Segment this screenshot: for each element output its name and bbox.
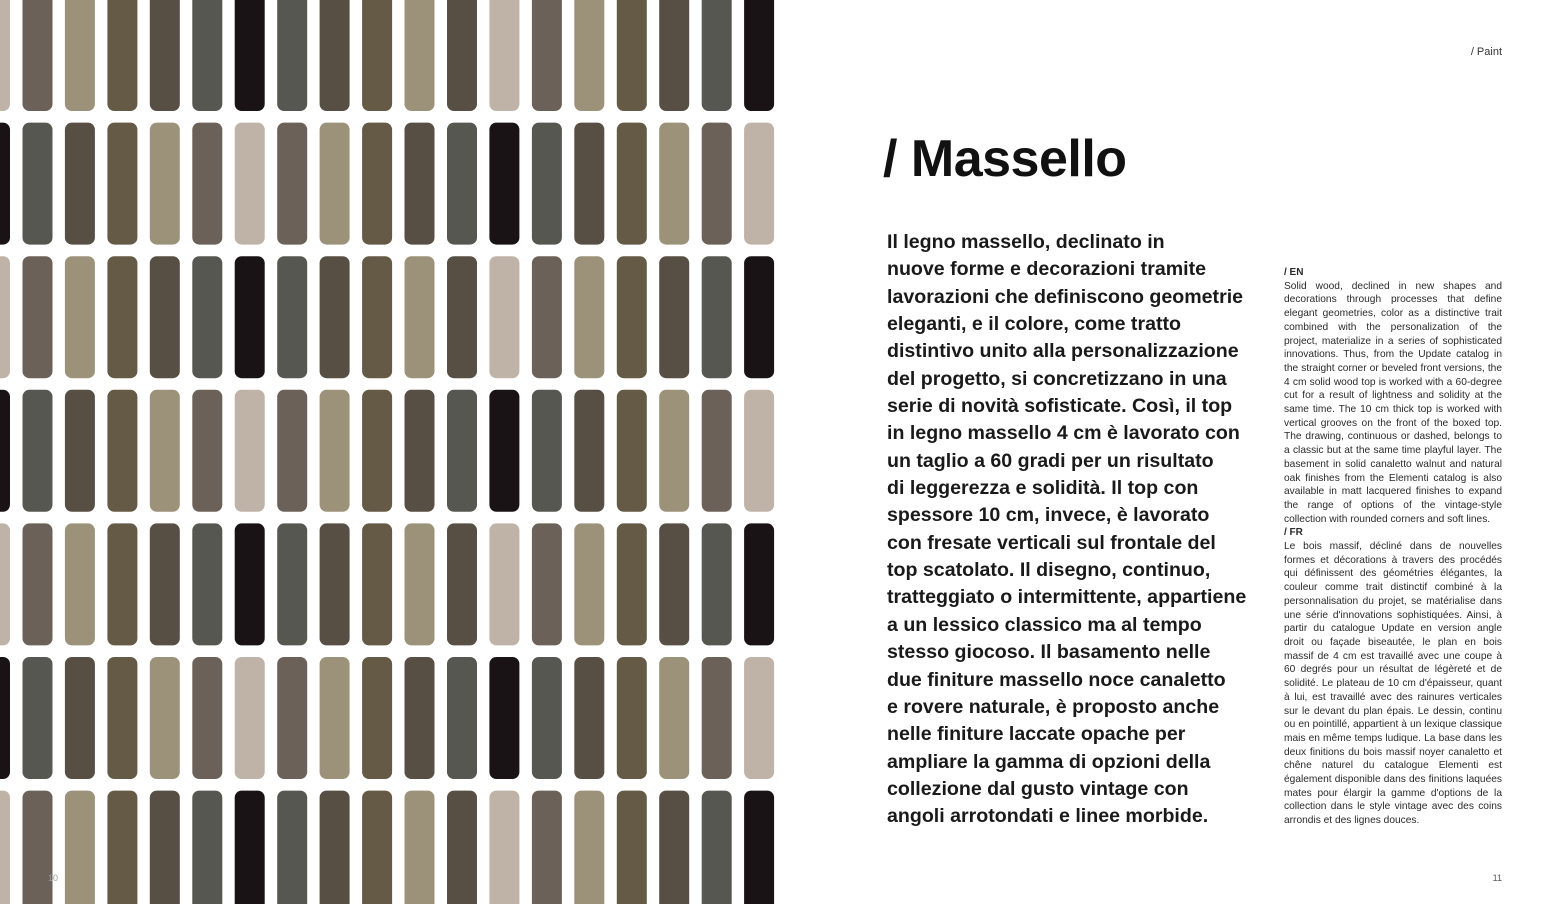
color-swatch-pill: [744, 0, 774, 111]
lead-line: con fresate verticali sul frontale del: [887, 531, 1216, 554]
color-swatch-pill: [320, 390, 350, 512]
color-swatch-pill: [744, 123, 774, 245]
color-swatch-pill: [617, 123, 647, 245]
color-swatch-pill: [532, 0, 562, 111]
fr-label: / FR: [1284, 527, 1303, 539]
lead-line: in legno massello 4 cm è lavorato con: [887, 422, 1240, 445]
lead-line: del progetto, si concretizzano in una: [887, 367, 1227, 390]
color-swatch-pill: [702, 123, 732, 245]
color-swatch-pill: [192, 523, 222, 645]
color-swatch-pill: [447, 256, 477, 378]
color-swatch-pill: [362, 123, 392, 245]
color-swatch-pill: [489, 123, 519, 245]
color-swatch-pill: [447, 657, 477, 779]
color-swatch-pill: [405, 0, 435, 111]
color-swatch-pill: [447, 390, 477, 512]
color-swatch-pill: [659, 123, 689, 245]
color-swatch-pill: [277, 123, 307, 245]
color-swatch-pill: [659, 0, 689, 111]
color-swatch-pill: [447, 523, 477, 645]
color-swatch-pill: [702, 791, 732, 904]
color-swatch-pill: [235, 0, 265, 111]
color-swatch-pill: [0, 123, 10, 245]
color-swatch-pill: [0, 657, 10, 779]
color-swatch-pill: [150, 791, 180, 904]
color-swatch-pill: [405, 791, 435, 904]
color-swatch-pill: [192, 657, 222, 779]
color-swatch-pill: [65, 123, 95, 245]
color-swatch-pill: [23, 123, 53, 245]
lead-line: stesso giocoso. Il basamento nelle: [887, 641, 1211, 664]
right-page: [775, 0, 1550, 904]
color-swatch-pill: [107, 523, 137, 645]
color-swatch-pill: [659, 657, 689, 779]
color-swatch-pill: [447, 0, 477, 111]
color-swatch-pill: [320, 523, 350, 645]
color-swatch-pill: [744, 523, 774, 645]
color-swatch-pill: [107, 657, 137, 779]
translation-column: [1284, 266, 1502, 828]
color-swatch-pill: [362, 523, 392, 645]
color-swatch-pill: [405, 123, 435, 245]
color-swatch-pill: [744, 791, 774, 904]
color-swatch-pill: [277, 657, 307, 779]
color-swatch-pill: [65, 791, 95, 904]
color-swatch-pill: [702, 657, 732, 779]
color-swatch-pill: [277, 791, 307, 904]
lead-line: Il legno massello, declinato in: [887, 231, 1165, 253]
color-swatch-pill: [744, 256, 774, 378]
color-swatch-pill: [235, 523, 265, 645]
color-swatch-pill: [574, 657, 604, 779]
page-title: / Massello: [883, 130, 1127, 188]
color-swatch-pill: [150, 523, 180, 645]
color-swatch-pill: [23, 657, 53, 779]
color-swatch-pill: [65, 0, 95, 111]
color-swatch-pill: [405, 523, 435, 645]
color-swatch-pill: [0, 0, 10, 111]
color-swatch-pill: [659, 791, 689, 904]
color-swatch-pill: [405, 256, 435, 378]
color-swatch-pill: [489, 523, 519, 645]
color-swatch-pill: [65, 256, 95, 378]
lead-line: di leggerezza e solidità. Il top con: [887, 477, 1199, 500]
color-swatch-pill: [489, 657, 519, 779]
color-swatch-pill: [532, 657, 562, 779]
color-swatch-pill: [277, 0, 307, 111]
color-swatch-pill: [405, 657, 435, 779]
color-swatch-pill: [489, 390, 519, 512]
color-swatch-pill: [702, 0, 732, 111]
color-swatch-pill: [744, 657, 774, 779]
lead-line: ampliare la gamma di opzioni della: [887, 750, 1211, 773]
color-swatch-pill: [532, 123, 562, 245]
color-swatch-pill: [532, 256, 562, 378]
lead-line: a un lessico classico ma al tempo: [887, 613, 1202, 636]
lead-line: angoli arrotondati e linee morbide.: [887, 805, 1209, 828]
color-swatch-pill: [277, 390, 307, 512]
color-swatch-pill: [532, 523, 562, 645]
page-number-right: 11: [1492, 873, 1502, 883]
color-swatch-pill: [107, 256, 137, 378]
color-swatch-pill: [447, 791, 477, 904]
color-swatch-pill: [150, 123, 180, 245]
lead-line: spessore 10 cm, invece, è lavorato: [887, 504, 1210, 527]
color-swatch-pill: [659, 523, 689, 645]
color-swatch-pill: [532, 390, 562, 512]
color-swatch-pill: [235, 657, 265, 779]
color-swatch-pill: [277, 256, 307, 378]
color-swatch-pill: [320, 791, 350, 904]
color-swatch-pill: [23, 791, 53, 904]
color-swatch-pill: [659, 256, 689, 378]
lead-line: top scatolato. Il disegno, continuo,: [887, 559, 1211, 582]
color-swatch-pill: [702, 390, 732, 512]
color-swatch-pill: [0, 256, 10, 378]
color-swatch-pill: [0, 791, 10, 904]
color-swatch-pill: [235, 256, 265, 378]
color-swatch-pill: [362, 791, 392, 904]
color-swatch-pill: [65, 390, 95, 512]
color-swatch-pill: [0, 523, 10, 645]
lead-line: collezione dal gusto vintage con: [887, 777, 1189, 800]
en-label: / EN: [1284, 267, 1304, 278]
color-swatch-pill: [150, 390, 180, 512]
color-swatch-pill: [192, 791, 222, 904]
color-swatch-pill: [192, 256, 222, 378]
color-swatch-pill: [617, 256, 647, 378]
color-swatch-pill: [574, 0, 604, 111]
color-swatch-pill: [150, 657, 180, 779]
color-swatch-pill: [617, 791, 647, 904]
color-swatch-pill: [405, 390, 435, 512]
color-swatch-pill: [574, 123, 604, 245]
color-swatch-pill: [617, 523, 647, 645]
color-swatch-pill: [192, 0, 222, 111]
color-swatch-pill: [320, 657, 350, 779]
color-swatch-pill: [320, 123, 350, 245]
lead-line: e rovere naturale, è proposto anche: [887, 695, 1220, 718]
color-swatch-pill: [277, 523, 307, 645]
color-swatch-pill: [192, 390, 222, 512]
color-swatch-pill: [23, 523, 53, 645]
color-swatch-pill: [23, 0, 53, 111]
color-swatch-pill: [235, 791, 265, 904]
fr-text: Le bois massif, décliné dans de nouvelles formes et décorations à travers des procédés qui définissent des géométries élégantes, la couleur comme trait distinctif combiné à la personnalisation du projet, se matérialise dans une série d'innovations sophistiquées. Ainsi, à partir du catalogue Update en version angle droit ou façade biseautée, le plan en bois massif de 4 cm est travaillé avec une coupe à 60 degrés pour un résultat de légèreté et de solidité. Le plateau de 10 cm d'épaisseur, quant à lui, est travaillé avec des rainures verticales sur le devant du plan épais. Le dessin, continu ou en pointillé, appartient à un lexique classique mais en même temps ludique. La base dans les deux finitions du bois massif noyer canaletto et chêne naturel du catalogue Elementi est également disponible dans des finitions laquées mates pour élargir la gamme d'options de la collection dans le style vintage avec des coins arrondis et des lignes douces.: [1284, 541, 1502, 827]
lead-line: serie di novità sofisticate. Così, il top: [887, 395, 1233, 418]
color-swatch-pill: [150, 0, 180, 111]
color-swatch-pill: [107, 123, 137, 245]
lead-line: nuove forme e decorazioni tramite: [887, 258, 1207, 281]
color-swatch-pill: [107, 791, 137, 904]
lead-line: tratteggiato o intermittente, appartiene: [887, 586, 1247, 609]
color-swatch-pill: [23, 256, 53, 378]
color-swatch-pill: [617, 390, 647, 512]
lead-line: nelle finiture laccate opache per: [887, 723, 1186, 746]
color-swatch-pill: [362, 0, 392, 111]
lead-line: lavorazioni che definiscono geometrie: [887, 285, 1244, 308]
color-swatch-pill: [489, 256, 519, 378]
color-swatch-pill: [65, 523, 95, 645]
color-swatch-pill: [574, 390, 604, 512]
color-swatch-pill: [0, 390, 10, 512]
lead-paragraph-italian: [887, 229, 1271, 831]
color-swatch-pill: [574, 523, 604, 645]
color-swatch-pill: [702, 256, 732, 378]
color-swatch-pill: [150, 256, 180, 378]
en-text: Solid wood, declined in new shapes and decorations through processes that define elegant geometries, color as a distinctive trait combined with the personalization of the project, materialize in a series of sophisticated innovations. Thus, from the Update catalog in the straight corner or beveled front versions, the 4 cm solid wood top is worked with a 60-degree cut for a result of lightness and solidity at the same time. The 10 cm thick top is worked with vertical grooves on the front of the boxed top. The drawing, continuous or dashed, belongs to a classic but at the same time playful layer. The basement in solid canaletto walnut and natural oak finishes from the Elementi catalog is also available in matt lacquered finishes to expand the range of options of the vintage-style collection with rounded corners and soft lines.: [1284, 280, 1502, 525]
color-swatch-pill: [192, 123, 222, 245]
color-swatch-pill: [574, 256, 604, 378]
color-swatch-pill: [235, 123, 265, 245]
color-swatch-pill: [107, 390, 137, 512]
color-swatch-pill: [362, 390, 392, 512]
color-swatch-pill: [489, 0, 519, 111]
color-swatch-pill: [532, 791, 562, 904]
page-number-left: 10: [48, 873, 59, 883]
color-swatch-pill: [23, 390, 53, 512]
lead-line: due finiture massello noce canaletto: [887, 668, 1226, 691]
color-swatch-pill: [574, 791, 604, 904]
color-swatch-pill: [320, 256, 350, 378]
color-swatch-pill: [744, 390, 774, 512]
lead-line: distintivo unito alla personalizzazione: [887, 340, 1239, 363]
color-swatch-pill: [659, 390, 689, 512]
color-swatch-pill: [362, 657, 392, 779]
color-swatch-pill: [65, 657, 95, 779]
color-swatch-pill: [235, 390, 265, 512]
color-swatch-pill: [320, 0, 350, 111]
color-swatch-pill: [107, 0, 137, 111]
lead-line: eleganti, e il colore, come tratto: [887, 313, 1181, 336]
color-swatch-pill: [447, 123, 477, 245]
color-swatch-pill: [702, 523, 732, 645]
lead-line: un taglio a 60 gradi per un risultato: [887, 449, 1214, 472]
color-swatch-pill: [617, 657, 647, 779]
section-tag: / Paint: [1470, 46, 1502, 58]
color-swatch-pill: [362, 256, 392, 378]
color-swatch-pill: [489, 791, 519, 904]
color-swatch-pill: [617, 0, 647, 111]
